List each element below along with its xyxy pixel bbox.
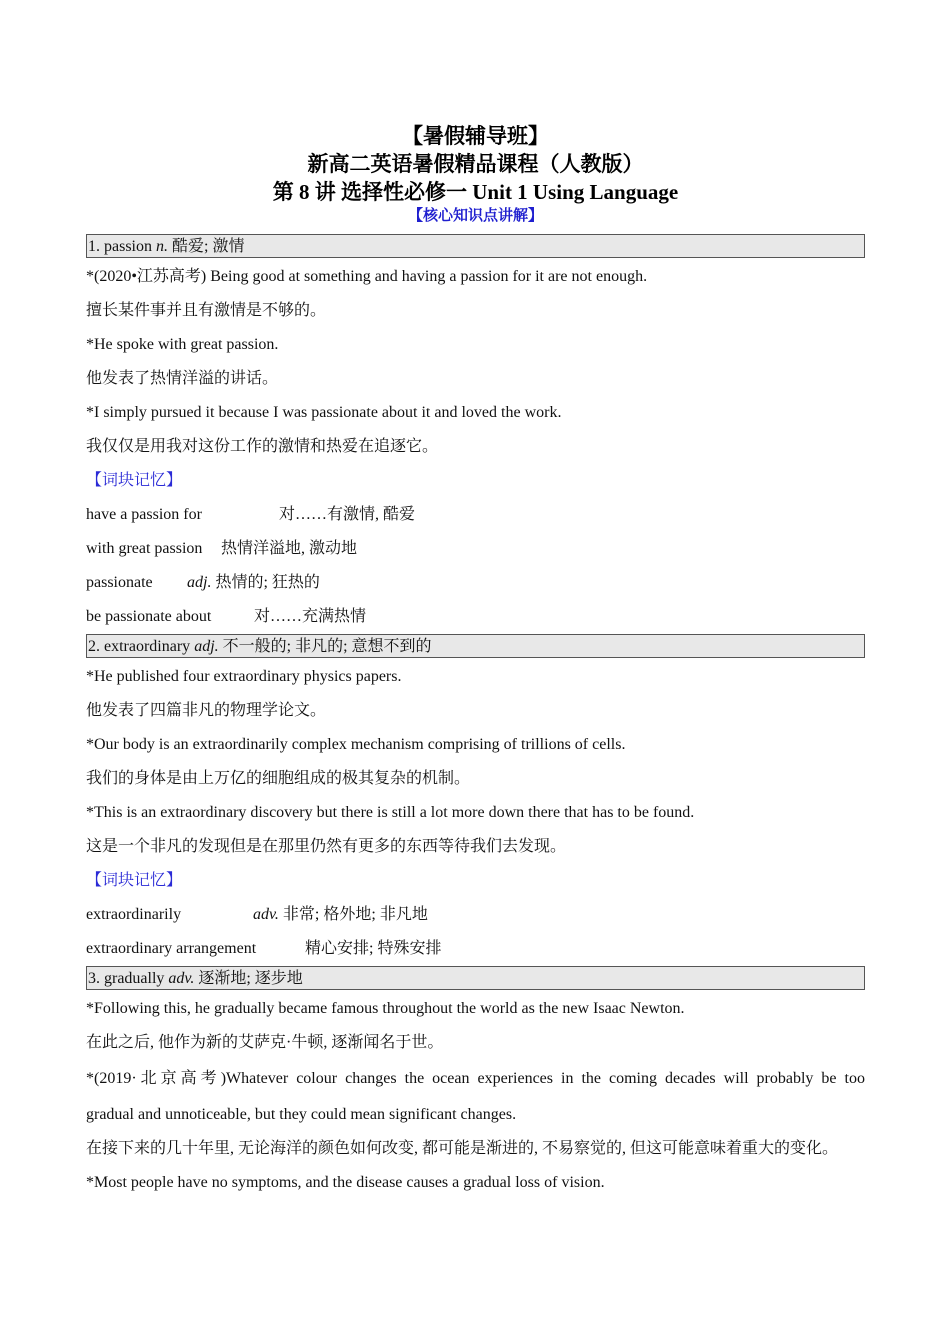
example-translation: 这是一个非凡的发现但是在那里仍然有更多的东西等待我们去发现。 bbox=[86, 838, 567, 855]
example-translation: 擅长某件事并且有激情是不够的。 bbox=[86, 302, 327, 319]
example-translation: 我仅仅是用我对这份工作的激情和热爱在追逐它。 bbox=[86, 438, 439, 455]
headword-box-passion bbox=[86, 234, 865, 258]
section-label: 【核心知识点讲解】 bbox=[407, 208, 543, 224]
phrase-cn: 精心安排; 特殊安排 bbox=[305, 940, 442, 957]
phrase-en: have a passion for bbox=[86, 506, 202, 523]
part-of-speech: adj. bbox=[194, 638, 219, 655]
part-of-speech: adv. bbox=[168, 970, 195, 987]
example-translation: 在此之后, 他作为新的艾萨克·牛顿, 逐渐闻名于世。 bbox=[86, 1034, 444, 1051]
phrase-cn: 热情的; 狂热的 bbox=[215, 574, 320, 591]
phrase-en: extraordinarily bbox=[86, 906, 182, 923]
example-sentence: *This is an extraordinary discovery but there is still a lot more down there that has to be found. bbox=[86, 804, 695, 821]
memo-label: 【词块记忆】 bbox=[86, 472, 183, 489]
headword-meaning: 逐渐地; 逐步地 bbox=[198, 970, 303, 987]
headword-meaning: 酷爱; 激情 bbox=[172, 238, 245, 255]
phrase-row bbox=[86, 600, 865, 634]
example-sentence: *Most people have no symptoms, and the disease causes a gradual loss of vision. bbox=[86, 1174, 605, 1191]
phrase-row bbox=[86, 532, 865, 566]
phrase-cn: 对……有激情, 酷爱 bbox=[279, 506, 416, 523]
example-translation: 他发表了热情洋溢的讲话。 bbox=[86, 370, 279, 387]
part-of-speech: n. bbox=[156, 238, 168, 255]
example-translation: 他发表了四篇非凡的物理学论文。 bbox=[86, 702, 327, 719]
course-title: 新高二英语暑假精品课程（人教版） bbox=[307, 152, 644, 176]
phrase-row bbox=[86, 898, 865, 932]
phrase-en: extraordinary arrangement bbox=[86, 940, 257, 957]
phrase-row bbox=[86, 932, 865, 966]
headword-box-gradually bbox=[86, 966, 865, 990]
phrase-pos: adj. bbox=[187, 574, 212, 591]
example-sentence: *(2019·北京高考)Whatever colour changes the ocean experiences in the coming decades will probably be too bbox=[86, 1070, 865, 1087]
phrase-row bbox=[86, 566, 865, 600]
example-sentence: *(2020•江苏高考) Being good at something and having a passion for it are not enough. bbox=[86, 268, 648, 285]
phrase-en: with great passion bbox=[86, 540, 203, 557]
example-translation: 在接下来的几十年里, 无论海洋的颜色如何改变, 都可能是渐进的, 不易察觉的, 但这可能意味着重大的变化。 bbox=[86, 1140, 839, 1157]
phrase-en: passionate bbox=[86, 574, 153, 591]
example-translation: 我们的身体是由上万亿的细胞组成的极其复杂的机制。 bbox=[86, 770, 471, 787]
headword: 3. gradually bbox=[88, 970, 165, 987]
memo-label: 【词块记忆】 bbox=[86, 872, 183, 889]
example-sentence: *I simply pursued it because I was passionate about it and loved the work. bbox=[86, 404, 562, 421]
headword: 1. passion bbox=[88, 238, 152, 255]
headword-box-extraordinary bbox=[86, 634, 865, 658]
phrase-cn: 热情洋溢地, 激动地 bbox=[221, 540, 358, 557]
example-sentence: *He spoke with great passion. bbox=[86, 336, 279, 353]
example-sentence: *Following this, he gradually became famous throughout the world as the new Isaac Newton. bbox=[86, 1000, 685, 1017]
headword: 2. extraordinary bbox=[88, 638, 191, 655]
phrase-en: be passionate about bbox=[86, 608, 212, 625]
phrase-row bbox=[86, 498, 865, 532]
phrase-pos: adv. bbox=[253, 906, 279, 923]
phrase-cn: 非常; 格外地; 非凡地 bbox=[282, 906, 428, 923]
example-sentence: *He published four extraordinary physics papers. bbox=[86, 668, 402, 685]
example-sentence: *Our body is an extraordinarily complex mechanism comprising of trillions of cells. bbox=[86, 736, 626, 753]
lesson-title: 第 8 讲 选择性必修一 Unit 1 Using Language bbox=[272, 180, 679, 204]
headword-meaning: 不一般的; 非凡的; 意想不到的 bbox=[222, 638, 432, 655]
example-sentence-continued: gradual and unnoticeable, but they could mean significant changes. bbox=[86, 1106, 517, 1123]
document-page bbox=[86, 122, 865, 1200]
course-banner: 【暑假辅导班】 bbox=[402, 124, 549, 148]
phrase-cn: 对……充满热情 bbox=[254, 608, 367, 625]
